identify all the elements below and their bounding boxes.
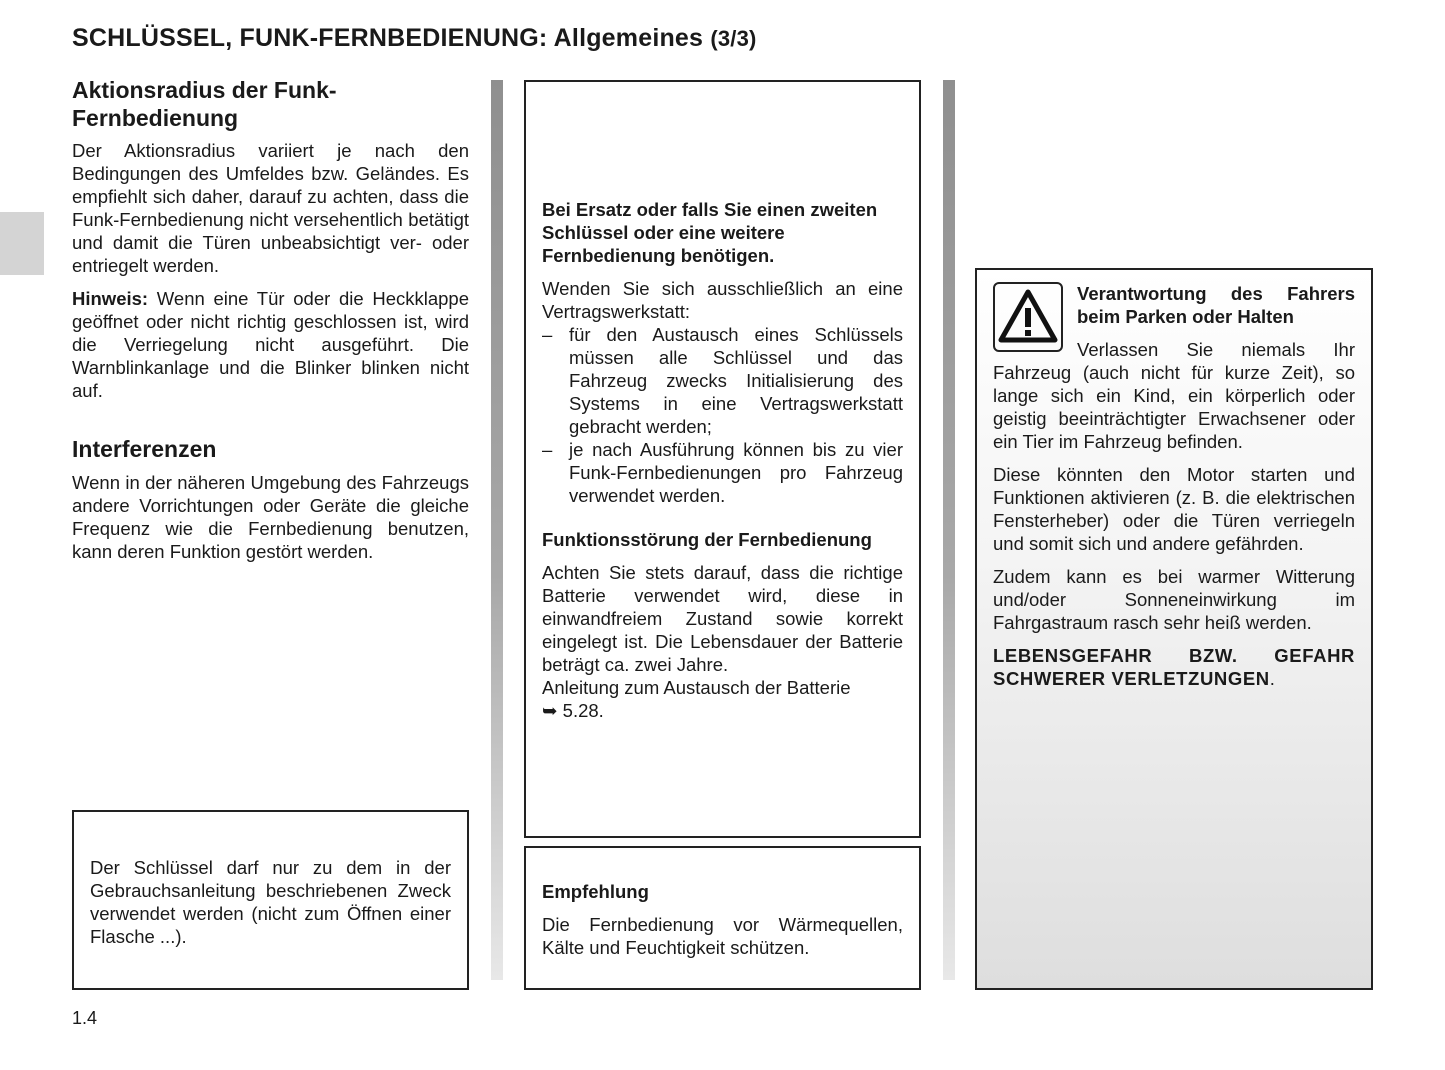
warning-text-2: Diese könnten den Motor starten und Funktionen aktivieren (z. B. die elektrischen Fensterheber) oder die Türen verriegeln und somit sich und andere gefährden.: [993, 464, 1355, 554]
replacement-list: [542, 323, 903, 507]
recommendation-box: [524, 846, 921, 990]
page-title-text: SCHLÜSSEL, FUNK-FERNBEDIENUNG: Allgemeines: [72, 24, 704, 52]
key-usage-box: [72, 810, 469, 990]
key-usage-text: Der Schlüssel darf nur zu dem in der Gebrauchsanleitung beschriebenen Zweck verwendet werden (nicht zum Öffnen einer Flasche ...).: [90, 857, 451, 947]
page-number: 1.4: [72, 1008, 98, 1028]
page-part: (3/3): [710, 26, 757, 51]
left-column: [72, 76, 469, 563]
note-paragraph: [72, 287, 469, 402]
malfunction-text: Achten Sie stets darauf, dass die richtige Batterie verwendet wird, diese in einwandfreiem Zustand sowie korrekt eingelegt ist. Die Lebensdauer der Batterie beträgt ca. zwei Jahre.: [542, 562, 903, 675]
malfunction-heading: Funktionsstörung der Fernbedienung: [542, 529, 872, 550]
list-item: – für den Austausch eines Schlüssels müssen alle Schlüssel und das Fahrzeug zwecks Initialisierung des Systems in eine Vertragswerkstatt gebracht werden;: [542, 324, 903, 437]
warning-header: [993, 282, 1355, 453]
page-title: [72, 24, 757, 53]
replacement-intro: Wenden Sie sich ausschließlich an eine Vertragswerkstatt:: [542, 278, 903, 322]
warning-text-3: Zudem kann es bei warmer Witterung und/oder Sonneneinwirkung im Fahrgastraum rasch sehr heiß werden.: [993, 566, 1355, 633]
warning-heading: Verantwortung des Fahrers beim Parken oder Halten: [1077, 283, 1355, 327]
warning-text-1: Verlassen Sie niemals Ihr Fahrzeug (auch nicht für kurze Zeit), so lange sich ein Kind, ein körperlich oder geistig beeinträchtigter Erwachsener oder ein Tier im Fahrzeug befinden.: [993, 339, 1355, 452]
recommendation-heading: Empfehlung: [542, 881, 649, 902]
section-heading-interference: Interferenzen: [72, 436, 217, 462]
replacement-box: [524, 80, 921, 838]
battery-instruction: [542, 676, 903, 722]
danger-period: .: [1269, 668, 1276, 689]
section-text-interference: Wenn in der näheren Umgebung des Fahrzeugs andere Vorrichtungen oder Geräte die gleiche Frequenz wie die Fernbedienung benutzen, kann deren Funktion gestört werden.: [72, 472, 469, 562]
section-text-range: Der Aktionsradius variiert je nach den Bedingungen des Umfeldes bzw. Geländes. Es empfiehlt sich daher, darauf zu achten, dass die Funk-Fernbedienung nicht versehentlich betätigt und damit die Türen unbeabsichtigt ver- oder entriegelt werden.: [72, 140, 469, 276]
replacement-heading: Bei Ersatz oder falls Sie einen zweiten Schlüssel oder eine weitere Fernbedienung benötigen.: [542, 199, 878, 266]
warning-box: [975, 268, 1373, 990]
warning-triangle-icon: [993, 282, 1063, 352]
battery-text: Anleitung zum Austausch der Batterie: [542, 677, 851, 698]
reference-arrow-icon: ➥: [542, 700, 558, 721]
list-item: – je nach Ausführung können bis zu vier Funk-Fernbedienungen pro Fahrzeug verwendet werden.: [542, 439, 903, 506]
danger-text: LEBENSGEFAHR BZW. GEFAHR SCHWERER VERLETZUNGEN: [993, 645, 1355, 689]
danger-notice: [993, 644, 1355, 690]
column-divider-right: [943, 80, 955, 980]
section-heading-range: Aktionsradius der Funk-Fernbedienung: [72, 77, 337, 131]
column-divider-left: [491, 80, 503, 980]
chapter-tab-marker: [0, 212, 44, 275]
recommendation-text: Die Fernbedienung vor Wärmequellen, Kälte und Feuchtigkeit schützen.: [542, 914, 903, 958]
battery-page-ref: 5.28.: [562, 700, 604, 721]
note-label: Hinweis:: [72, 288, 149, 309]
note-text: Wenn eine Tür oder die Heckklappe geöffnet oder nicht richtig geschlossen ist, wird die Verriegelung nicht ausgeführt. Die Warnblinkanlage und die Blinker blinken nicht auf.: [72, 288, 470, 401]
